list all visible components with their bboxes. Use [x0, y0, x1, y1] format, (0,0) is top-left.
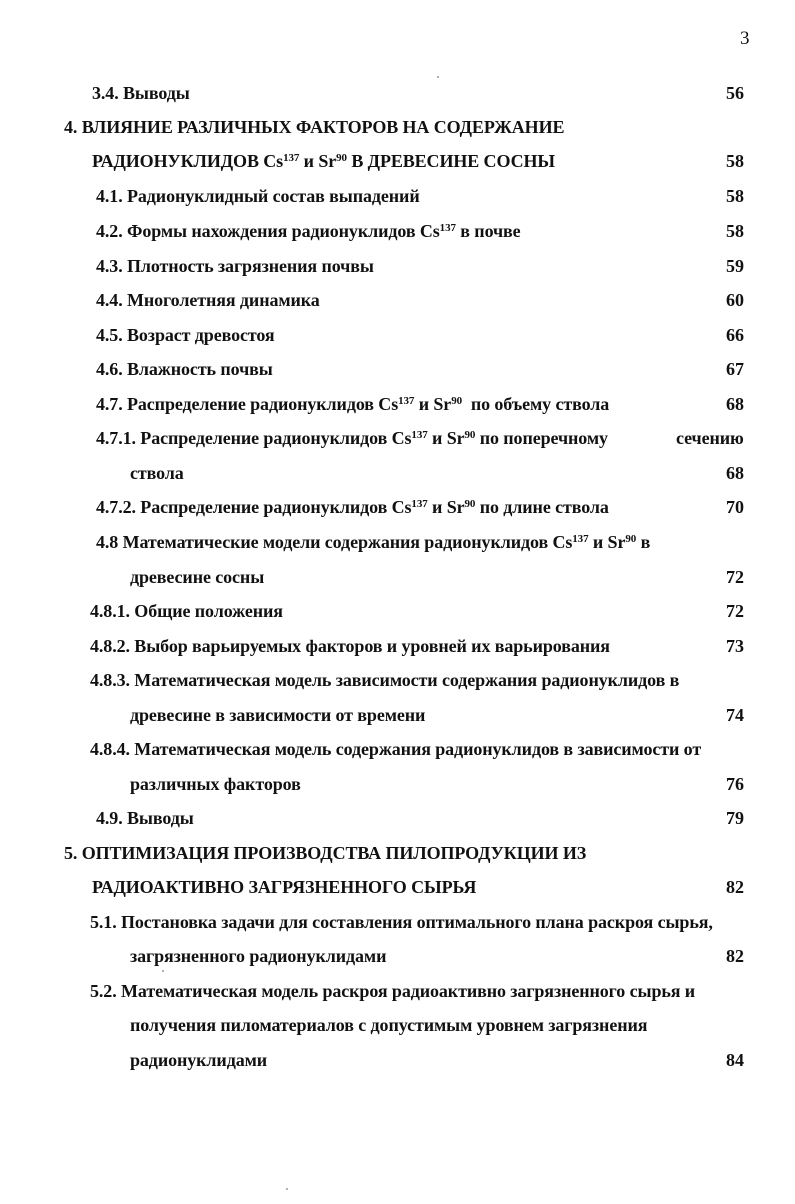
- toc-entry-4-9[interactable]: 4.9. Выводы: [96, 808, 194, 828]
- toc-entry-5-1-line2[interactable]: загрязненного радионуклидами: [130, 946, 387, 966]
- toc-page-4-7: 68: [726, 394, 744, 414]
- toc-text: РАДИОНУКЛИДОВ Cs: [92, 151, 284, 171]
- toc-page-5-1: 82: [726, 946, 744, 966]
- toc-entry-4-8-3[interactable]: 4.8.3. Математическая модель зависимости содержания радионуклидов в: [90, 670, 680, 690]
- toc-page-4-8-2: 73: [726, 636, 744, 656]
- toc-text: в: [636, 532, 651, 552]
- toc-text: и Sr: [588, 532, 626, 552]
- toc-entry-4-7-1[interactable]: [96, 427, 608, 449]
- superscript: 90: [625, 533, 637, 545]
- toc-entry-5-2-line2[interactable]: получения пиломатериалов с допустимым уровнем загрязнения: [130, 1015, 648, 1035]
- toc-entry-5-1[interactable]: 5.1. Постановка задачи для составления оптимального плана раскроя сырья,: [90, 912, 713, 932]
- toc-chapter-5-line2[interactable]: РАДИОАКТИВНО ЗАГРЯЗНЕННОГО СЫРЬЯ: [92, 877, 477, 897]
- superscript: 137: [398, 395, 415, 407]
- toc-text: и Sr: [427, 497, 465, 517]
- page-number: 3: [740, 28, 750, 49]
- superscript: 90: [464, 429, 476, 441]
- toc-text: и Sr: [427, 428, 465, 448]
- toc-page-4-7-2: 70: [726, 497, 744, 517]
- toc-entry-4-8-4[interactable]: 4.8.4. Математическая модель содержания радионуклидов в зависимости от: [90, 739, 702, 759]
- toc-entry-4-1[interactable]: 4.1. Радионуклидный состав выпадений: [96, 186, 420, 206]
- toc-text: по длине ствола: [475, 497, 609, 517]
- toc-entry-4-8-1[interactable]: 4.8.1. Общие положения: [90, 601, 283, 621]
- toc-text: и Sr: [299, 151, 337, 171]
- toc-entry-4-8-4-line2[interactable]: различных факторов: [130, 774, 301, 794]
- superscript: 137: [283, 152, 300, 164]
- toc-entry-4-8-2[interactable]: 4.8.2. Выбор варьируемых факторов и уровней их варьирования: [90, 636, 610, 656]
- toc-text: 4.7. Распределение радионуклидов Cs: [96, 394, 399, 414]
- superscript: 137: [572, 533, 589, 545]
- toc-page-4-6: 67: [726, 359, 744, 379]
- toc-page-4-8: 72: [726, 567, 744, 587]
- toc-text: в почве: [455, 221, 521, 241]
- toc-text: 4.2. Формы нахождения радионуклидов Cs: [96, 221, 440, 241]
- toc-entry-4-7[interactable]: [96, 393, 609, 415]
- toc-entry-4-7-2[interactable]: [96, 496, 609, 518]
- toc-chapter-5-line1[interactable]: 5. ОПТИМИЗАЦИЯ ПРОИЗВОДСТВА ПИЛОПРОДУКЦИИ ИЗ: [64, 843, 587, 863]
- superscript: 90: [451, 395, 463, 407]
- toc-page-5-2: 84: [726, 1050, 744, 1070]
- toc-page-4-3: 59: [726, 256, 744, 276]
- toc-page-4: 58: [726, 151, 744, 171]
- scan-speck: [437, 76, 439, 78]
- toc-page-4-9: 79: [726, 808, 744, 828]
- toc-text: 4.8 Математические модели содержания радионуклидов Cs: [96, 532, 573, 552]
- toc-entry-4-7-1-tail: сечению: [676, 428, 744, 448]
- toc-entry-4-8-3-line2[interactable]: древесине в зависимости от времени: [130, 705, 426, 725]
- toc-page-4-4: 60: [726, 290, 744, 310]
- toc-entry-4-3[interactable]: 4.3. Плотность загрязнения почвы: [96, 256, 374, 276]
- scan-speck: [162, 970, 164, 972]
- toc-entry-3-4[interactable]: 3.4. Выводы: [92, 83, 190, 103]
- toc-entry-5-2[interactable]: 5.2. Математическая модель раскроя радиоактивно загрязненного сырья и: [90, 981, 696, 1001]
- toc-page-4-1: 58: [726, 186, 744, 206]
- toc-chapter-4-line2[interactable]: [92, 150, 555, 172]
- toc-page-5: 82: [726, 877, 744, 897]
- toc-entry-4-5[interactable]: 4.5. Возраст древостоя: [96, 325, 275, 345]
- toc-text: и Sr: [414, 394, 452, 414]
- toc-text: по поперечному: [475, 428, 608, 448]
- toc-entry-4-6[interactable]: 4.6. Влажность почвы: [96, 359, 273, 379]
- superscript: 90: [464, 498, 476, 510]
- superscript: 90: [336, 152, 347, 164]
- toc-entry-4-2[interactable]: [96, 220, 521, 242]
- toc-text: 4.7.1. Распределение радионуклидов Cs: [96, 428, 412, 448]
- toc-entry-5-2-line3[interactable]: радионуклидами: [130, 1050, 268, 1070]
- superscript: 137: [439, 222, 456, 234]
- toc-text: по объему ствола: [462, 394, 610, 414]
- toc-page-4-2: 58: [726, 221, 744, 241]
- toc-entry-4-4[interactable]: 4.4. Многолетняя динамика: [96, 290, 320, 310]
- toc-page-4-8-4: 76: [726, 774, 744, 794]
- toc-page-3-4: 56: [726, 83, 744, 103]
- toc-page-4-5: 66: [726, 325, 744, 345]
- toc-entry-4-7-1-line2[interactable]: ствола: [130, 463, 184, 483]
- superscript: 137: [411, 429, 428, 441]
- scan-speck: [286, 1188, 288, 1190]
- toc-text: 4.7.2. Распределение радионуклидов Cs: [96, 497, 412, 517]
- toc-page-4-8-3: 74: [726, 705, 744, 725]
- toc-entry-4-8[interactable]: [96, 531, 650, 553]
- toc-page-4-8-1: 72: [726, 601, 744, 621]
- toc-text: В ДРЕВЕСИНЕ СОСНЫ: [346, 151, 555, 171]
- toc-chapter-4-line1[interactable]: 4. ВЛИЯНИЕ РАЗЛИЧНЫХ ФАКТОРОВ НА СОДЕРЖАНИЕ: [64, 117, 565, 137]
- toc-entry-4-8-line2[interactable]: древесине сосны: [130, 567, 265, 587]
- toc-page-4-7-1: 68: [726, 463, 744, 483]
- superscript: 137: [411, 498, 428, 510]
